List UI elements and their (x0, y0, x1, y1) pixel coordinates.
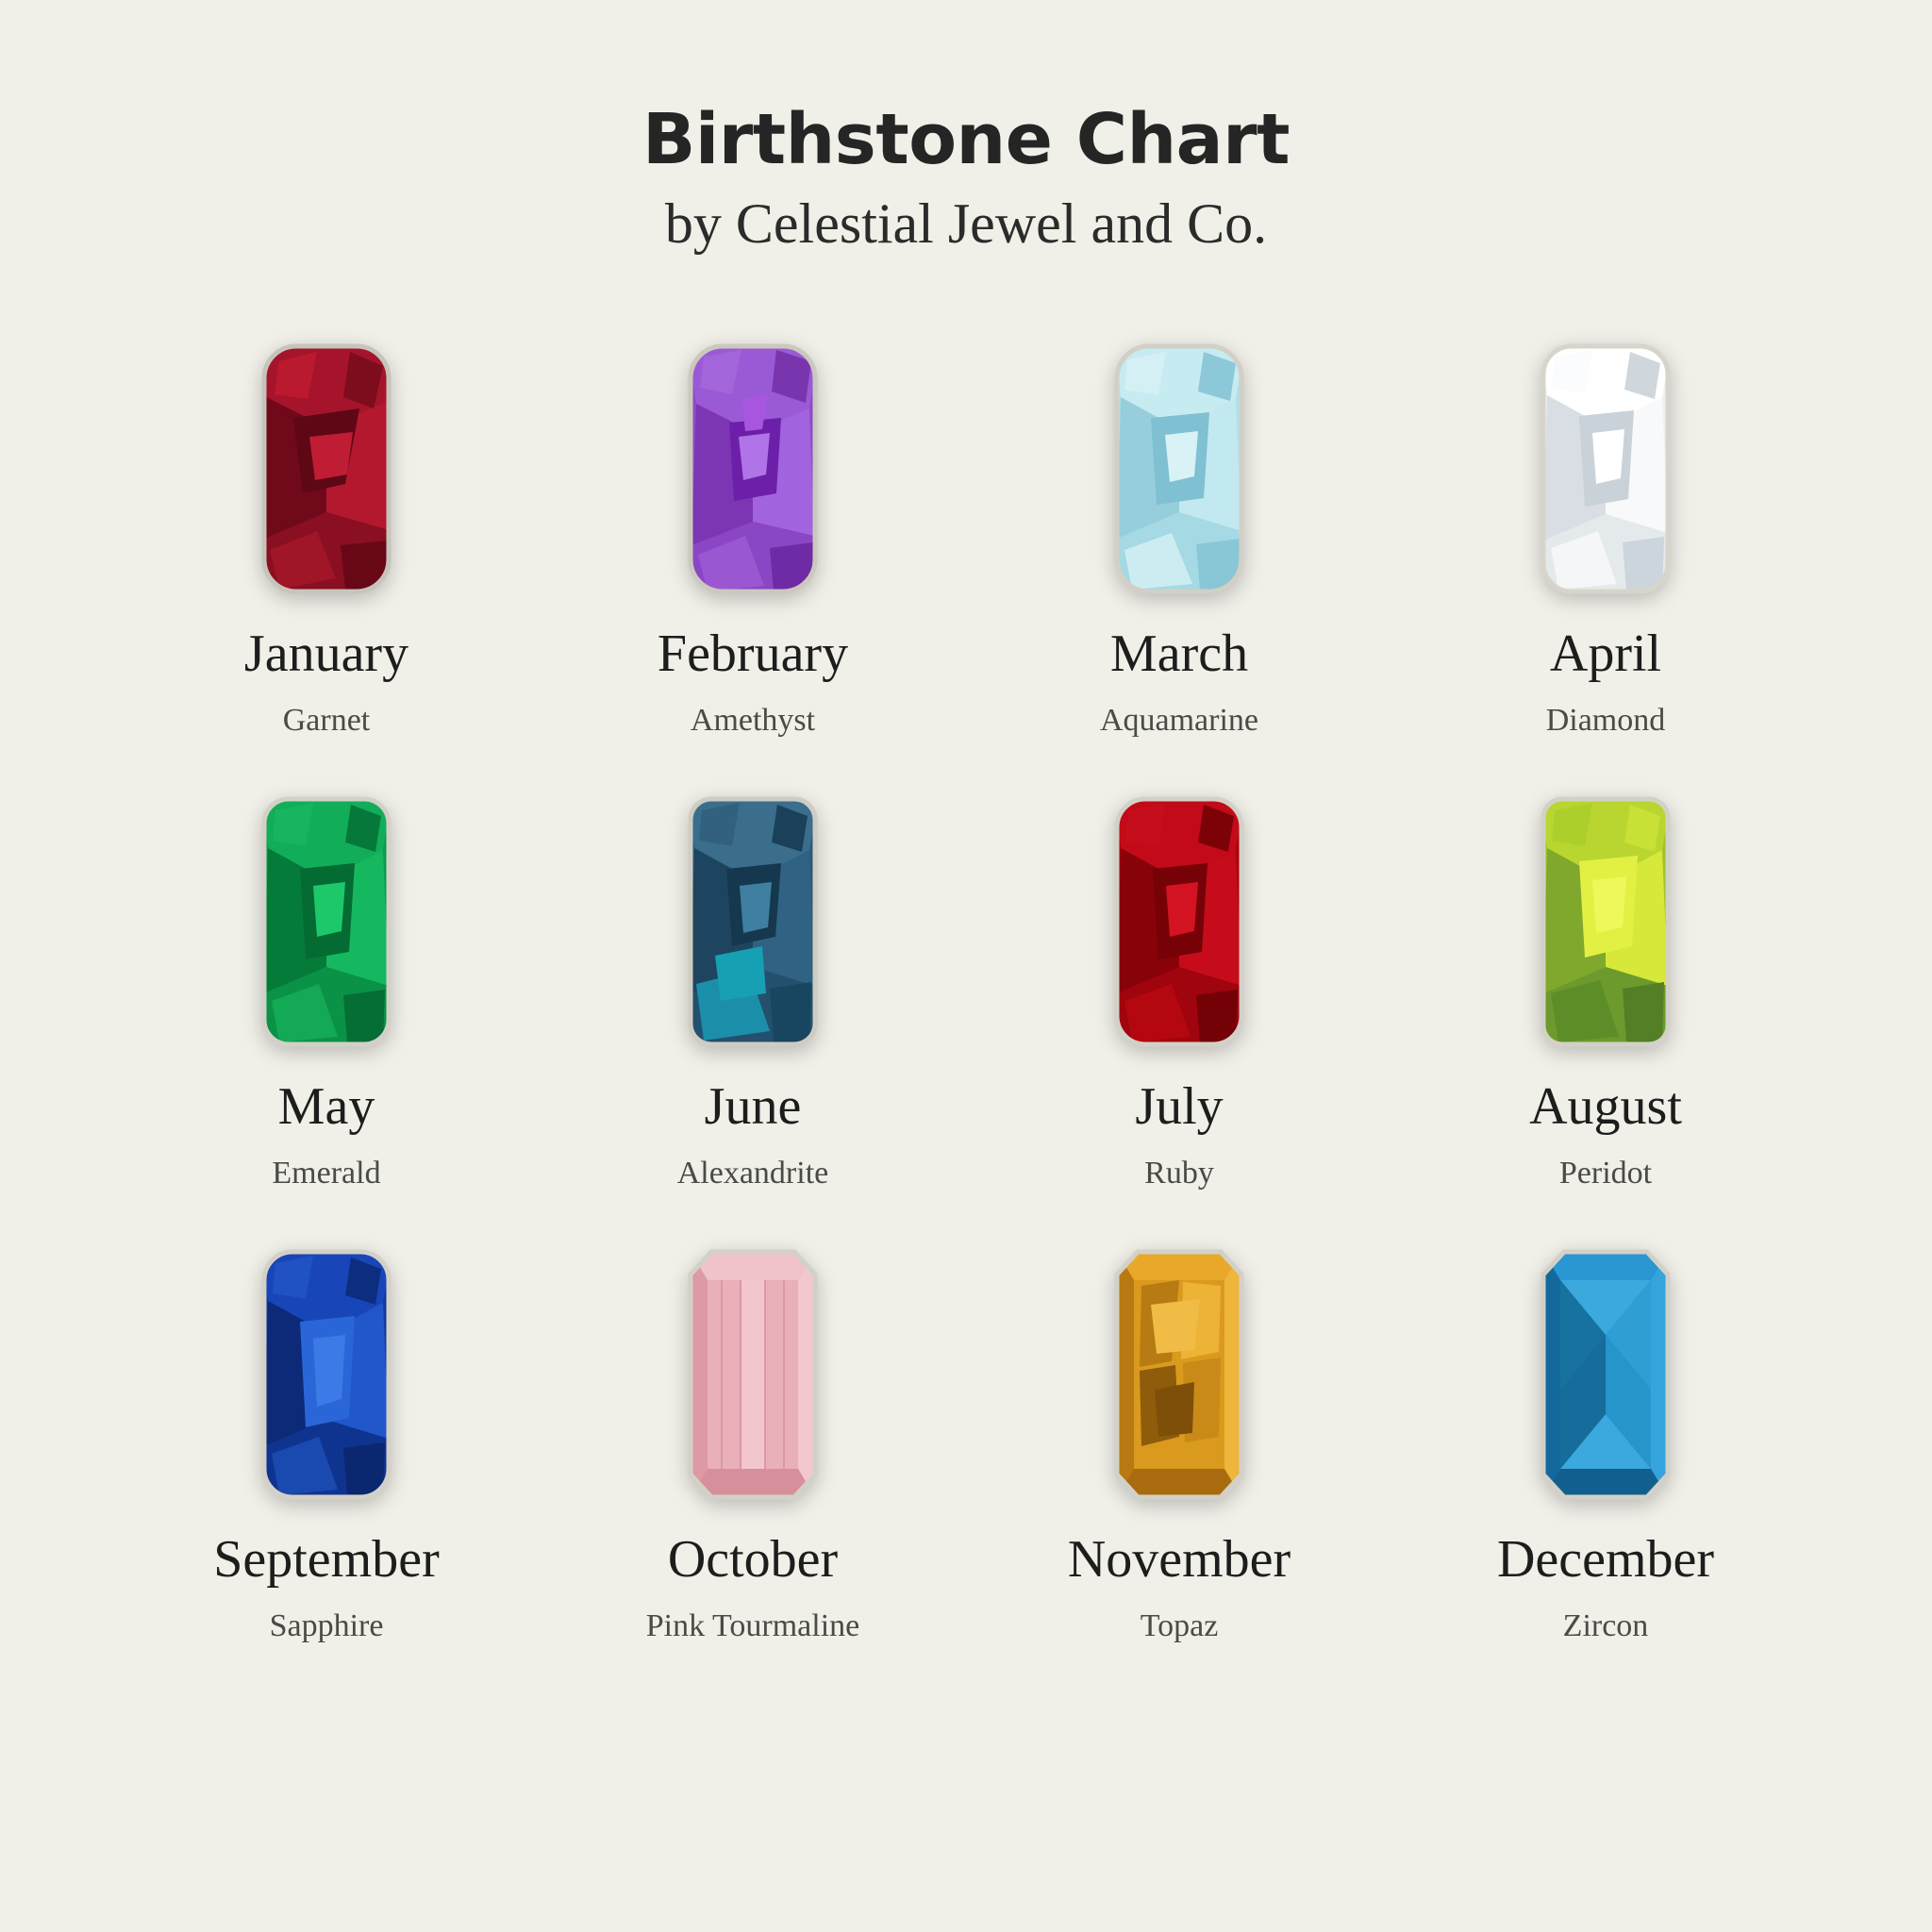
month-label: September (213, 1529, 440, 1589)
birthstone-cell-april (1392, 327, 1819, 737)
topaz-gem-icon (1113, 1248, 1245, 1501)
birthstone-grid (0, 327, 1932, 1642)
month-label: August (1529, 1076, 1682, 1136)
gem-may-wrap (242, 780, 411, 1063)
birthstone-cell-november (966, 1233, 1392, 1642)
stone-label: Amethyst (690, 702, 816, 738)
birthstone-cell-june (540, 780, 966, 1190)
diamond-gem-icon (1540, 342, 1672, 595)
gem-december-wrap (1521, 1233, 1690, 1516)
stone-label: Topaz (1140, 1607, 1219, 1643)
amethyst-gem-icon (687, 342, 819, 595)
page-title: Birthstone Chart (641, 99, 1290, 180)
stone-label: Emerald (272, 1155, 381, 1191)
emerald-gem-icon (260, 795, 392, 1048)
gem-october-wrap (668, 1233, 838, 1516)
stone-label: Sapphire (269, 1607, 384, 1643)
chart-header (0, 0, 1932, 254)
month-label: May (277, 1076, 375, 1136)
birthstone-cell-august (1392, 780, 1819, 1190)
gem-june-wrap (668, 780, 838, 1063)
birthstone-cell-march (966, 327, 1392, 737)
month-label: November (1067, 1529, 1291, 1589)
stone-label: Aquamarine (1099, 702, 1259, 738)
sapphire-gem-icon (260, 1248, 392, 1501)
month-label: April (1549, 624, 1662, 683)
stone-label: Ruby (1144, 1155, 1214, 1191)
gem-february-wrap (668, 327, 838, 610)
gem-april-wrap (1521, 327, 1690, 610)
month-label: March (1109, 624, 1249, 683)
gem-march-wrap (1094, 327, 1264, 610)
birthstone-cell-december (1392, 1233, 1819, 1642)
birthstone-cell-may (113, 780, 540, 1190)
stone-label: Zircon (1562, 1607, 1649, 1643)
month-label: February (657, 624, 849, 683)
stone-label: Garnet (282, 702, 371, 738)
gem-july-wrap (1094, 780, 1264, 1063)
month-label: December (1496, 1529, 1715, 1589)
birthstone-cell-january (113, 327, 540, 737)
pink-tourmaline-gem-icon (687, 1248, 819, 1501)
page-subtitle: by Celestial Jewel and Co. (664, 192, 1268, 255)
month-label: January (243, 624, 409, 683)
birthstone-cell-october (540, 1233, 966, 1642)
month-label: June (704, 1076, 802, 1136)
gem-november-wrap (1094, 1233, 1264, 1516)
stone-label: Peridot (1558, 1155, 1653, 1191)
stone-label: Pink Tourmaline (645, 1607, 860, 1643)
aquamarine-gem-icon (1113, 342, 1245, 595)
month-label: July (1135, 1076, 1224, 1136)
month-label: October (667, 1529, 839, 1589)
peridot-gem-icon (1540, 795, 1672, 1048)
birthstone-cell-february (540, 327, 966, 737)
gem-january-wrap (242, 327, 411, 610)
birthstone-cell-september (113, 1233, 540, 1642)
stone-label: Diamond (1545, 702, 1666, 738)
gem-september-wrap (242, 1233, 411, 1516)
ruby-gem-icon (1113, 795, 1245, 1048)
garnet-gem-icon (260, 342, 392, 595)
stone-label: Alexandrite (676, 1155, 829, 1191)
zircon-gem-icon (1540, 1248, 1672, 1501)
alexandrite-gem-icon (687, 795, 819, 1048)
birthstone-cell-july (966, 780, 1392, 1190)
gem-august-wrap (1521, 780, 1690, 1063)
